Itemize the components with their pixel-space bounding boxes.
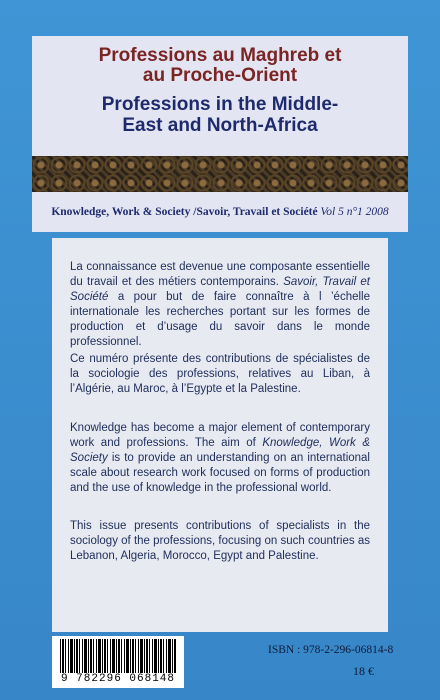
isbn: ISBN : 978-2-296-06814-8 — [268, 644, 394, 656]
paragraph-french-1 — [70, 260, 370, 350]
paragraph-text: a pour but de faire connaître à l ’échelle internationale les recherches portant sur les formes de production et d’usage du savoir dans le monde professionnel. — [70, 291, 370, 348]
journal-name: Knowledge, Work & Society /Savoir, Travail et Société — [51, 206, 318, 218]
paragraph-text: Knowledge has become a major element of contemporary work and professions. The aim of — [70, 422, 370, 449]
journal-title-italic: Savoir, Travail et Société — [70, 276, 371, 303]
paragraph-english-2: This issue presents contributions of specialists in the sociology of the professions, focusing on such countries as Lebanon, Algeria, Morocco, Egypt and Palestine. — [70, 520, 370, 562]
barcode-bars — [60, 639, 176, 673]
journal-line — [32, 206, 408, 218]
price: 18 € — [353, 664, 374, 678]
journal-title-italic: Knowledge, Work & Society — [70, 437, 370, 464]
title-english-line-1: Professions in the Middle- — [101, 94, 339, 115]
paragraph-french-2: Ce numéro présente des contributions de spécialistes de la sociologie des professions, relatives au Liban, à l’Algérie, au Maroc, à l’Egypte et la Palestine. — [70, 353, 370, 395]
barcode-number: 9 782296 068148 — [60, 673, 176, 685]
title-french-line-1: Professions au Maghreb et — [98, 45, 342, 66]
title-french-line-2: au Proche-Orient — [142, 65, 298, 86]
barcode — [52, 636, 184, 688]
paragraph-english-1 — [70, 421, 370, 496]
title-panel — [32, 36, 408, 232]
description-panel — [52, 238, 388, 632]
mosaic-banner-image — [32, 156, 408, 192]
title-english — [32, 94, 408, 136]
journal-volume: Vol 5 n°1 2008 — [320, 206, 389, 218]
title-french — [32, 46, 408, 86]
paragraph-text: La connaissance est devenue une composante essentielle du travail et des métiers contemporains. — [70, 261, 370, 288]
title-english-line-2: East and North-Africa — [122, 115, 318, 136]
paragraph-text: is to provide an understanding on an international scale about research work focused on forms of production and the use of knowledge in the professional world. — [70, 452, 370, 494]
